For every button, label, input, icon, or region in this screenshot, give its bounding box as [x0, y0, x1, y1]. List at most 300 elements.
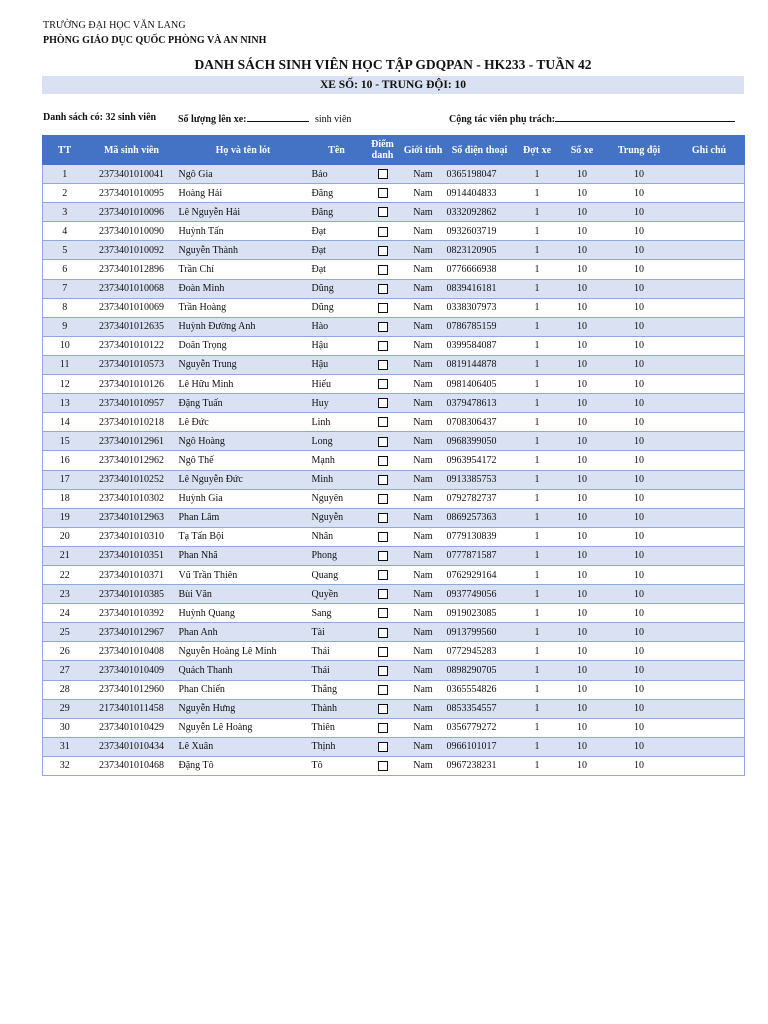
cell-phone: 0919023085 — [445, 604, 515, 623]
cell-gender: Nam — [402, 642, 445, 661]
cell-given-name: Hào — [310, 317, 364, 336]
attendance-checkbox[interactable] — [378, 475, 388, 485]
cell-platoon: 10 — [605, 451, 674, 470]
cell-note — [674, 661, 745, 680]
cell-platoon: 10 — [605, 165, 674, 184]
cell-surname: Vũ Trần Thiên — [177, 565, 310, 584]
column-header-given-name: Tên — [310, 136, 364, 165]
cell-bus-number: 10 — [560, 470, 605, 489]
table-row — [43, 375, 745, 394]
cell-bus-number: 10 — [560, 756, 605, 775]
table-row — [43, 165, 745, 184]
cell-attendance — [364, 699, 402, 718]
cell-surname: Trần Chí — [177, 260, 310, 279]
cell-given-name: Đạt — [310, 241, 364, 260]
cell-phone: 0338307973 — [445, 298, 515, 317]
cell-surname: Phan Nhã — [177, 546, 310, 565]
cell-bus-number: 10 — [560, 546, 605, 565]
cell-attendance — [364, 642, 402, 661]
cell-note — [674, 355, 745, 374]
table-row — [43, 680, 745, 699]
cell-bus-number: 10 — [560, 413, 605, 432]
cell-attendance — [364, 470, 402, 489]
attendance-checkbox[interactable] — [378, 761, 388, 771]
cell-given-name: Minh — [310, 470, 364, 489]
cell-surname: Đoàn Minh — [177, 279, 310, 298]
cell-gender: Nam — [402, 718, 445, 737]
cell-platoon: 10 — [605, 317, 674, 336]
cell-gender: Nam — [402, 680, 445, 699]
cell-student-id: 2373401010310 — [87, 527, 177, 546]
cell-tt: 2 — [43, 184, 87, 203]
cell-platoon: 10 — [605, 470, 674, 489]
cell-trip: 1 — [515, 489, 560, 508]
cell-bus-number: 10 — [560, 184, 605, 203]
cell-student-id: 2373401010392 — [87, 604, 177, 623]
cell-given-name: Đăng — [310, 184, 364, 203]
cell-note — [674, 546, 745, 565]
cell-surname: Đặng Tuấn — [177, 394, 310, 413]
attendance-checkbox[interactable] — [378, 398, 388, 408]
table-row — [43, 298, 745, 317]
cell-given-name: Thiên — [310, 718, 364, 737]
cell-phone: 0981406405 — [445, 375, 515, 394]
cell-note — [674, 298, 745, 317]
cell-platoon: 10 — [605, 680, 674, 699]
cell-phone: 0963954172 — [445, 451, 515, 470]
cell-platoon: 10 — [605, 508, 674, 527]
cell-note — [674, 699, 745, 718]
cell-trip: 1 — [515, 298, 560, 317]
cell-student-id: 2373401010068 — [87, 279, 177, 298]
cell-gender: Nam — [402, 241, 445, 260]
table-row — [43, 661, 745, 680]
attendance-checkbox[interactable] — [378, 188, 388, 198]
column-header-trip: Đợt xe — [515, 136, 560, 165]
cell-note — [674, 317, 745, 336]
cell-bus-number: 10 — [560, 279, 605, 298]
cell-trip: 1 — [515, 432, 560, 451]
cell-surname: Phan Lâm — [177, 508, 310, 527]
cell-given-name: Thái — [310, 661, 364, 680]
attendance-checkbox[interactable] — [378, 227, 388, 237]
cell-bus-number: 10 — [560, 489, 605, 508]
cell-platoon: 10 — [605, 336, 674, 355]
cell-bus-number: 10 — [560, 317, 605, 336]
cell-platoon: 10 — [605, 737, 674, 756]
cell-surname: Hoàng Hải — [177, 184, 310, 203]
cell-platoon: 10 — [605, 298, 674, 317]
cell-given-name: Thành — [310, 699, 364, 718]
table-row — [43, 355, 745, 374]
cell-tt: 19 — [43, 508, 87, 527]
cell-note — [674, 585, 745, 604]
staff-label: Cộng tác viên phụ trách: — [449, 114, 556, 125]
cell-attendance — [364, 604, 402, 623]
boarding-unit: sinh viên — [315, 114, 352, 125]
attendance-checkbox[interactable] — [378, 589, 388, 599]
cell-note — [674, 375, 745, 394]
boarding-count-line — [178, 112, 351, 125]
cell-surname: Nguyễn Lê Hoàng — [177, 718, 310, 737]
cell-note — [674, 623, 745, 642]
cell-student-id: 2373401010468 — [87, 756, 177, 775]
cell-note — [674, 394, 745, 413]
attendance-checkbox[interactable] — [378, 169, 388, 179]
cell-given-name: Dũng — [310, 279, 364, 298]
cell-tt: 14 — [43, 413, 87, 432]
cell-note — [674, 451, 745, 470]
cell-trip: 1 — [515, 508, 560, 527]
attendance-checkbox[interactable] — [378, 322, 388, 332]
cell-phone: 0365198047 — [445, 165, 515, 184]
cell-attendance — [364, 508, 402, 527]
cell-bus-number: 10 — [560, 260, 605, 279]
attendance-checkbox[interactable] — [378, 685, 388, 695]
table-body — [43, 165, 745, 776]
cell-surname: Lê Hữu Minh — [177, 375, 310, 394]
cell-student-id: 2373401010095 — [87, 184, 177, 203]
cell-bus-number: 10 — [560, 680, 605, 699]
cell-gender: Nam — [402, 432, 445, 451]
cell-student-id: 2373401010957 — [87, 394, 177, 413]
table-row — [43, 241, 745, 260]
cell-phone: 0823120905 — [445, 241, 515, 260]
cell-gender: Nam — [402, 317, 445, 336]
cell-tt: 7 — [43, 279, 87, 298]
cell-student-id: 2373401010302 — [87, 489, 177, 508]
table-row — [43, 489, 745, 508]
cell-student-id: 2373401010385 — [87, 585, 177, 604]
cell-surname: Trần Hoàng — [177, 298, 310, 317]
cell-given-name: Thịnh — [310, 737, 364, 756]
attendance-checkbox[interactable] — [378, 532, 388, 542]
cell-bus-number: 10 — [560, 604, 605, 623]
cell-note — [674, 432, 745, 451]
cell-note — [674, 165, 745, 184]
column-header-gender: Giới tính — [402, 136, 445, 165]
cell-student-id: 2373401012967 — [87, 623, 177, 642]
cell-gender: Nam — [402, 508, 445, 527]
cell-student-id: 2373401010069 — [87, 298, 177, 317]
cell-attendance — [364, 451, 402, 470]
attendance-checkbox[interactable] — [378, 437, 388, 447]
cell-tt: 12 — [43, 375, 87, 394]
school-name: TRƯỜNG ĐẠI HỌC VĂN LANG — [43, 20, 186, 31]
table-row — [43, 699, 745, 718]
cell-platoon: 10 — [605, 527, 674, 546]
cell-attendance — [364, 222, 402, 241]
cell-attendance — [364, 661, 402, 680]
cell-surname: Nguyễn Hoàng Lê Minh — [177, 642, 310, 661]
cell-tt: 5 — [43, 241, 87, 260]
staff-blank — [555, 112, 735, 122]
cell-trip: 1 — [515, 604, 560, 623]
attendance-checkbox[interactable] — [378, 628, 388, 638]
cell-given-name: Quang — [310, 565, 364, 584]
cell-student-id: 2373401012896 — [87, 260, 177, 279]
cell-given-name: Hậu — [310, 336, 364, 355]
attendance-checkbox[interactable] — [378, 513, 388, 523]
cell-given-name: Huy — [310, 394, 364, 413]
cell-surname: Lê Đức — [177, 413, 310, 432]
cell-tt: 25 — [43, 623, 87, 642]
cell-platoon: 10 — [605, 718, 674, 737]
cell-phone: 0913385753 — [445, 470, 515, 489]
cell-gender: Nam — [402, 527, 445, 546]
cell-trip: 1 — [515, 394, 560, 413]
cell-trip: 1 — [515, 527, 560, 546]
cell-trip: 1 — [515, 184, 560, 203]
cell-tt: 21 — [43, 546, 87, 565]
attendance-checkbox[interactable] — [378, 570, 388, 580]
cell-gender: Nam — [402, 546, 445, 565]
cell-given-name: Bảo — [310, 165, 364, 184]
cell-phone: 0365554826 — [445, 680, 515, 699]
cell-tt: 9 — [43, 317, 87, 336]
cell-surname: Lê Nguyễn Hải — [177, 203, 310, 222]
cell-note — [674, 413, 745, 432]
cell-student-id: 2373401012635 — [87, 317, 177, 336]
cell-trip: 1 — [515, 336, 560, 355]
cell-phone: 0786785159 — [445, 317, 515, 336]
cell-trip: 1 — [515, 756, 560, 775]
cell-tt: 3 — [43, 203, 87, 222]
cell-gender: Nam — [402, 298, 445, 317]
cell-tt: 18 — [43, 489, 87, 508]
cell-trip: 1 — [515, 375, 560, 394]
cell-student-id: 2373401012960 — [87, 680, 177, 699]
cell-surname: Lê Nguyễn Đức — [177, 470, 310, 489]
cell-attendance — [364, 260, 402, 279]
attendance-checkbox[interactable] — [378, 417, 388, 427]
cell-note — [674, 756, 745, 775]
cell-surname: Phan Chiến — [177, 680, 310, 699]
cell-gender: Nam — [402, 375, 445, 394]
table-row — [43, 451, 745, 470]
cell-platoon: 10 — [605, 203, 674, 222]
cell-platoon: 10 — [605, 642, 674, 661]
cell-phone: 0762929164 — [445, 565, 515, 584]
cell-trip: 1 — [515, 546, 560, 565]
cell-gender: Nam — [402, 623, 445, 642]
cell-gender: Nam — [402, 585, 445, 604]
cell-student-id: 2373401010090 — [87, 222, 177, 241]
cell-bus-number: 10 — [560, 241, 605, 260]
cell-trip: 1 — [515, 241, 560, 260]
attendance-checkbox[interactable] — [378, 265, 388, 275]
attendance-checkbox[interactable] — [378, 647, 388, 657]
column-header-phone: Số điện thoại — [445, 136, 515, 165]
cell-bus-number: 10 — [560, 451, 605, 470]
staff-line — [449, 112, 735, 125]
cell-tt: 17 — [43, 470, 87, 489]
attendance-checkbox[interactable] — [378, 207, 388, 217]
cell-student-id: 2373401010573 — [87, 355, 177, 374]
cell-gender: Nam — [402, 355, 445, 374]
table-row — [43, 585, 745, 604]
cell-platoon: 10 — [605, 699, 674, 718]
attendance-checkbox[interactable] — [378, 494, 388, 504]
attendance-checkbox[interactable] — [378, 551, 388, 561]
cell-student-id: 2373401010409 — [87, 661, 177, 680]
attendance-checkbox[interactable] — [378, 723, 388, 733]
cell-trip: 1 — [515, 355, 560, 374]
cell-attendance — [364, 355, 402, 374]
attendance-checkbox[interactable] — [378, 379, 388, 389]
cell-platoon: 10 — [605, 375, 674, 394]
cell-attendance — [364, 336, 402, 355]
cell-student-id: 2373401010351 — [87, 546, 177, 565]
cell-surname: Tạ Tấn Bội — [177, 527, 310, 546]
cell-surname: Huỳnh Quang — [177, 604, 310, 623]
cell-platoon: 10 — [605, 184, 674, 203]
cell-bus-number: 10 — [560, 508, 605, 527]
cell-tt: 28 — [43, 680, 87, 699]
list-count: Danh sách có: 32 sinh viên — [43, 112, 157, 123]
column-header-surname: Họ và tên lót — [177, 136, 310, 165]
table-header-row — [43, 136, 745, 165]
cell-phone: 0379478613 — [445, 394, 515, 413]
cell-gender: Nam — [402, 451, 445, 470]
document-title: DANH SÁCH SINH VIÊN HỌC TẬP GDQPAN - HK233 - TUẦN 42 — [194, 57, 592, 72]
cell-platoon: 10 — [605, 565, 674, 584]
cell-given-name: Đăng — [310, 203, 364, 222]
cell-surname: Nguyễn Thành — [177, 241, 310, 260]
cell-bus-number: 10 — [560, 222, 605, 241]
cell-given-name: Nguyên — [310, 489, 364, 508]
cell-note — [674, 718, 745, 737]
cell-tt: 26 — [43, 642, 87, 661]
cell-bus-number: 10 — [560, 642, 605, 661]
cell-given-name: Thái — [310, 642, 364, 661]
cell-attendance — [364, 394, 402, 413]
cell-tt: 4 — [43, 222, 87, 241]
boarding-blank — [247, 112, 309, 122]
attendance-checkbox[interactable] — [378, 284, 388, 294]
attendance-checkbox[interactable] — [378, 303, 388, 313]
cell-student-id: 2373401010096 — [87, 203, 177, 222]
cell-given-name: Mạnh — [310, 451, 364, 470]
cell-surname: Doãn Trọng — [177, 336, 310, 355]
cell-tt: 30 — [43, 718, 87, 737]
attendance-checkbox[interactable] — [378, 742, 388, 752]
cell-surname: Nguyễn Trung — [177, 355, 310, 374]
table-row — [43, 470, 745, 489]
cell-attendance — [364, 565, 402, 584]
cell-note — [674, 565, 745, 584]
attendance-checkbox[interactable] — [378, 246, 388, 256]
cell-bus-number: 10 — [560, 565, 605, 584]
cell-gender: Nam — [402, 165, 445, 184]
attendance-checkbox[interactable] — [378, 666, 388, 676]
attendance-checkbox[interactable] — [378, 360, 388, 370]
cell-note — [674, 489, 745, 508]
cell-bus-number: 10 — [560, 355, 605, 374]
cell-given-name: Hiếu — [310, 375, 364, 394]
cell-phone: 0772945283 — [445, 642, 515, 661]
table-row — [43, 394, 745, 413]
cell-student-id: 2373401010252 — [87, 470, 177, 489]
attendance-checkbox[interactable] — [378, 704, 388, 714]
cell-bus-number: 10 — [560, 375, 605, 394]
cell-phone: 0708306437 — [445, 413, 515, 432]
cell-platoon: 10 — [605, 222, 674, 241]
cell-attendance — [364, 375, 402, 394]
cell-given-name: Nguyễn — [310, 508, 364, 527]
cell-attendance — [364, 737, 402, 756]
cell-student-id: 2373401010126 — [87, 375, 177, 394]
cell-student-id: 2373401010371 — [87, 565, 177, 584]
cell-attendance — [364, 489, 402, 508]
cell-attendance — [364, 585, 402, 604]
cell-bus-number: 10 — [560, 336, 605, 355]
cell-surname: Phan Anh — [177, 623, 310, 642]
cell-surname: Ngô Hoàng — [177, 432, 310, 451]
document-subtitle: XE SỐ: 10 - TRUNG ĐỘI: 10 — [42, 76, 744, 94]
cell-note — [674, 642, 745, 661]
cell-given-name: Hậu — [310, 355, 364, 374]
cell-note — [674, 241, 745, 260]
cell-student-id: 2173401011458 — [87, 699, 177, 718]
cell-tt: 13 — [43, 394, 87, 413]
cell-phone: 0839416181 — [445, 279, 515, 298]
cell-tt: 10 — [43, 336, 87, 355]
cell-phone: 0967238231 — [445, 756, 515, 775]
cell-platoon: 10 — [605, 756, 674, 775]
attendance-checkbox[interactable] — [378, 341, 388, 351]
attendance-checkbox[interactable] — [378, 608, 388, 618]
column-header-tt: TT — [43, 136, 87, 165]
cell-note — [674, 279, 745, 298]
cell-given-name: Tài — [310, 623, 364, 642]
cell-trip: 1 — [515, 279, 560, 298]
cell-surname: Ngô Gia — [177, 165, 310, 184]
cell-given-name: Nhân — [310, 527, 364, 546]
cell-trip: 1 — [515, 317, 560, 336]
cell-phone: 0966101017 — [445, 737, 515, 756]
cell-trip: 1 — [515, 642, 560, 661]
cell-platoon: 10 — [605, 432, 674, 451]
cell-phone: 0937749056 — [445, 585, 515, 604]
cell-tt: 24 — [43, 604, 87, 623]
cell-platoon: 10 — [605, 241, 674, 260]
cell-given-name: Long — [310, 432, 364, 451]
cell-surname: Quách Thanh — [177, 661, 310, 680]
cell-phone: 0399584087 — [445, 336, 515, 355]
cell-gender: Nam — [402, 394, 445, 413]
cell-attendance — [364, 184, 402, 203]
cell-phone: 0332092862 — [445, 203, 515, 222]
attendance-checkbox[interactable] — [378, 456, 388, 466]
cell-note — [674, 604, 745, 623]
cell-note — [674, 527, 745, 546]
cell-gender: Nam — [402, 222, 445, 241]
cell-phone: 0932603719 — [445, 222, 515, 241]
cell-phone: 0819144878 — [445, 355, 515, 374]
cell-attendance — [364, 203, 402, 222]
table-row — [43, 756, 745, 775]
cell-tt: 27 — [43, 661, 87, 680]
cell-gender: Nam — [402, 260, 445, 279]
cell-tt: 8 — [43, 298, 87, 317]
cell-attendance — [364, 279, 402, 298]
cell-attendance — [364, 298, 402, 317]
column-header-note: Ghi chú — [674, 136, 745, 165]
cell-attendance — [364, 527, 402, 546]
cell-given-name: Quyền — [310, 585, 364, 604]
cell-tt: 1 — [43, 165, 87, 184]
